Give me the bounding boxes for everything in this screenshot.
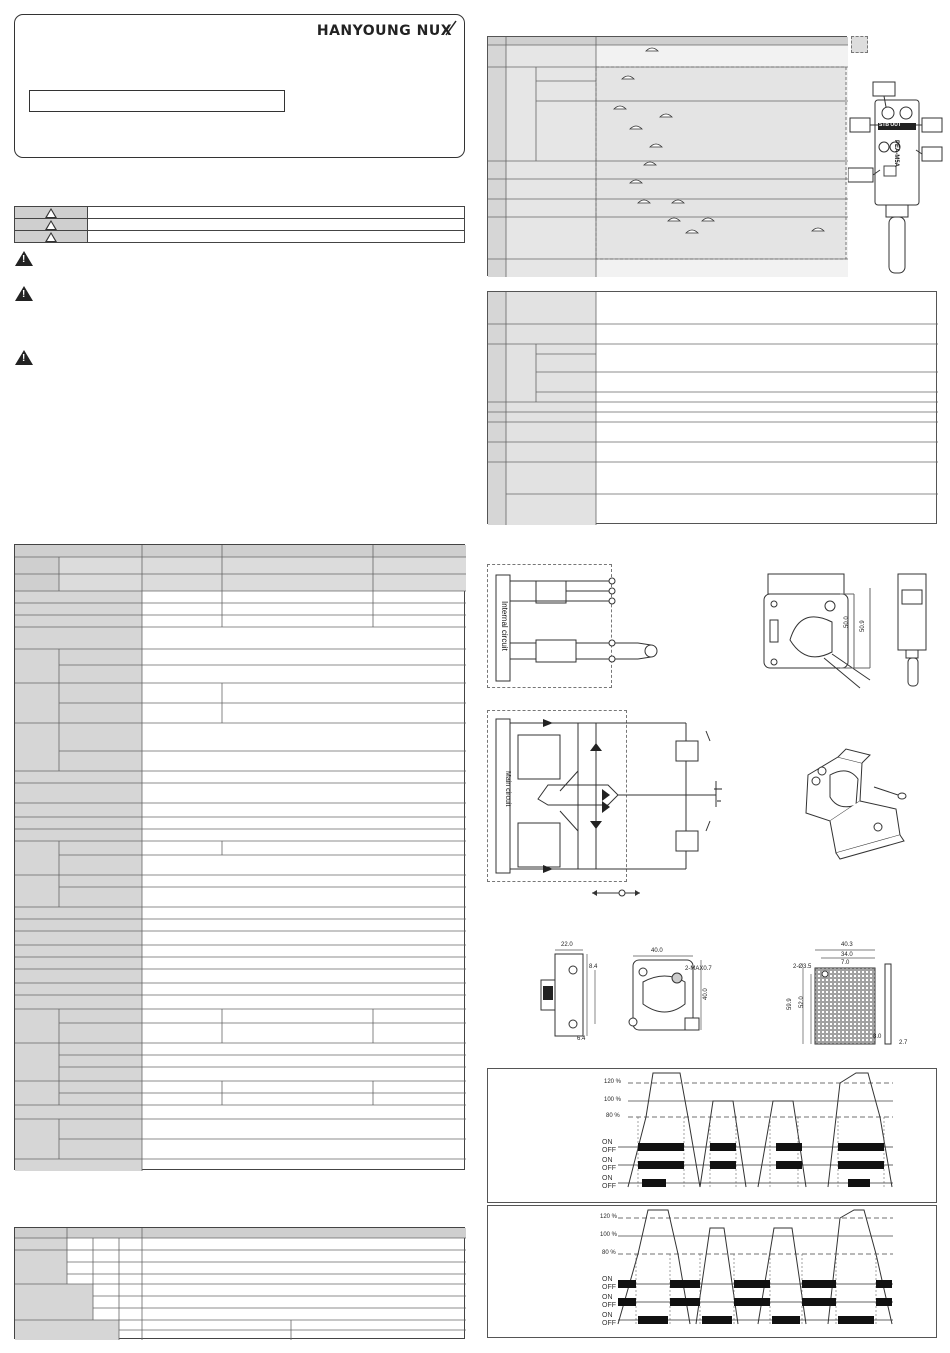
operation-table-grid	[488, 37, 848, 277]
logo-swoosh-icon	[444, 19, 458, 37]
transistor-output-circuit	[487, 710, 627, 882]
transistor-circuit-lines	[488, 711, 728, 901]
level-80-b: 80 %	[602, 1250, 616, 1256]
on-label-3: ON	[602, 1175, 613, 1182]
ordering-table-grid	[15, 1228, 466, 1340]
on-label-1: ON	[602, 1139, 613, 1146]
dim-50-9: 50.9	[860, 620, 866, 632]
off-label-6: OFF	[602, 1320, 616, 1327]
caution-icon	[45, 232, 57, 242]
dim-22-0: 22.0	[561, 942, 573, 948]
internal-circuit-label: Internal circuit	[500, 601, 509, 651]
dim-2-max: 2-MAX0.7	[685, 966, 712, 972]
panel-model-label: PEA-M5A	[893, 140, 899, 168]
connection-table-grid	[488, 292, 938, 525]
sensor-dimension-lines	[525, 940, 715, 1048]
off-label-4: OFF	[602, 1284, 616, 1291]
dim-2-phi: 2-Ø3.5	[793, 964, 812, 970]
dim-59-9: 59.9	[787, 998, 793, 1010]
specification-table	[14, 544, 465, 1170]
product-outline-lines	[760, 570, 940, 690]
dim-40-0: 40.0	[651, 948, 663, 954]
off-label-5: OFF	[602, 1302, 616, 1309]
on-label-2: ON	[602, 1157, 613, 1164]
relay-circuit-lines	[488, 565, 688, 689]
dim-52-0: 52.0	[799, 996, 805, 1008]
dim-34-0: 34.0	[841, 952, 853, 958]
brand-logo: HANYOUNG NUX	[316, 23, 452, 39]
main-circuit-label: Main circuit	[504, 771, 511, 807]
timing-chart-1-lines	[488, 1069, 938, 1204]
dim-40-3: 40.3	[841, 942, 853, 948]
level-120: 120 %	[604, 1079, 622, 1085]
on-label-5: ON	[602, 1294, 613, 1301]
operation-table	[487, 36, 847, 276]
warning-legend-table	[14, 206, 465, 243]
model-name-field	[29, 90, 285, 112]
level-120-b: 120 %	[600, 1214, 618, 1220]
warning-symbol-icon	[15, 286, 33, 301]
dim-40-0b: 40.0	[703, 988, 709, 1000]
dim-2-7: 2.7	[899, 1040, 908, 1046]
spec-table-grid	[15, 545, 466, 1171]
dim-7-0: 7.0	[841, 960, 850, 966]
danger-icon	[45, 208, 57, 218]
on-label-6: ON	[602, 1312, 613, 1319]
note-marker	[851, 36, 868, 53]
timing-chart-light-on	[487, 1068, 937, 1203]
relay-output-circuit	[487, 564, 612, 688]
product-outline-drawing	[760, 570, 940, 690]
reflector-dimension-drawing	[785, 938, 915, 1050]
mounting-bracket-drawing	[790, 735, 915, 865]
dim-50-0: 50.0	[844, 616, 850, 628]
cable-arrow-icon	[590, 886, 650, 900]
ordering-table	[14, 1227, 465, 1339]
front-panel-diagram	[848, 80, 944, 275]
connection-table	[487, 291, 937, 524]
on-label-4: ON	[602, 1276, 613, 1283]
warning-icon	[45, 220, 57, 230]
title-box	[14, 14, 465, 158]
off-label-2: OFF	[602, 1165, 616, 1172]
off-label-3: OFF	[602, 1183, 616, 1190]
stb-out-label: STB OUT	[879, 122, 901, 128]
sensor-body-drawing	[848, 80, 944, 275]
caution-symbol-icon	[15, 350, 33, 365]
timing-chart-dark-on	[487, 1205, 937, 1338]
sensor-dimension-drawing	[525, 940, 715, 1048]
dim-6-4: 6.4	[577, 1036, 586, 1042]
level-100-b: 100 %	[600, 1232, 618, 1238]
level-100: 100 %	[604, 1097, 622, 1103]
off-label-1: OFF	[602, 1147, 616, 1154]
dim-8-4: 8.4	[589, 964, 598, 970]
dim-8-0: 8.0	[873, 1034, 882, 1040]
level-80: 80 %	[606, 1113, 620, 1119]
danger-symbol-icon	[15, 251, 33, 266]
timing-chart-2-lines	[488, 1206, 938, 1339]
